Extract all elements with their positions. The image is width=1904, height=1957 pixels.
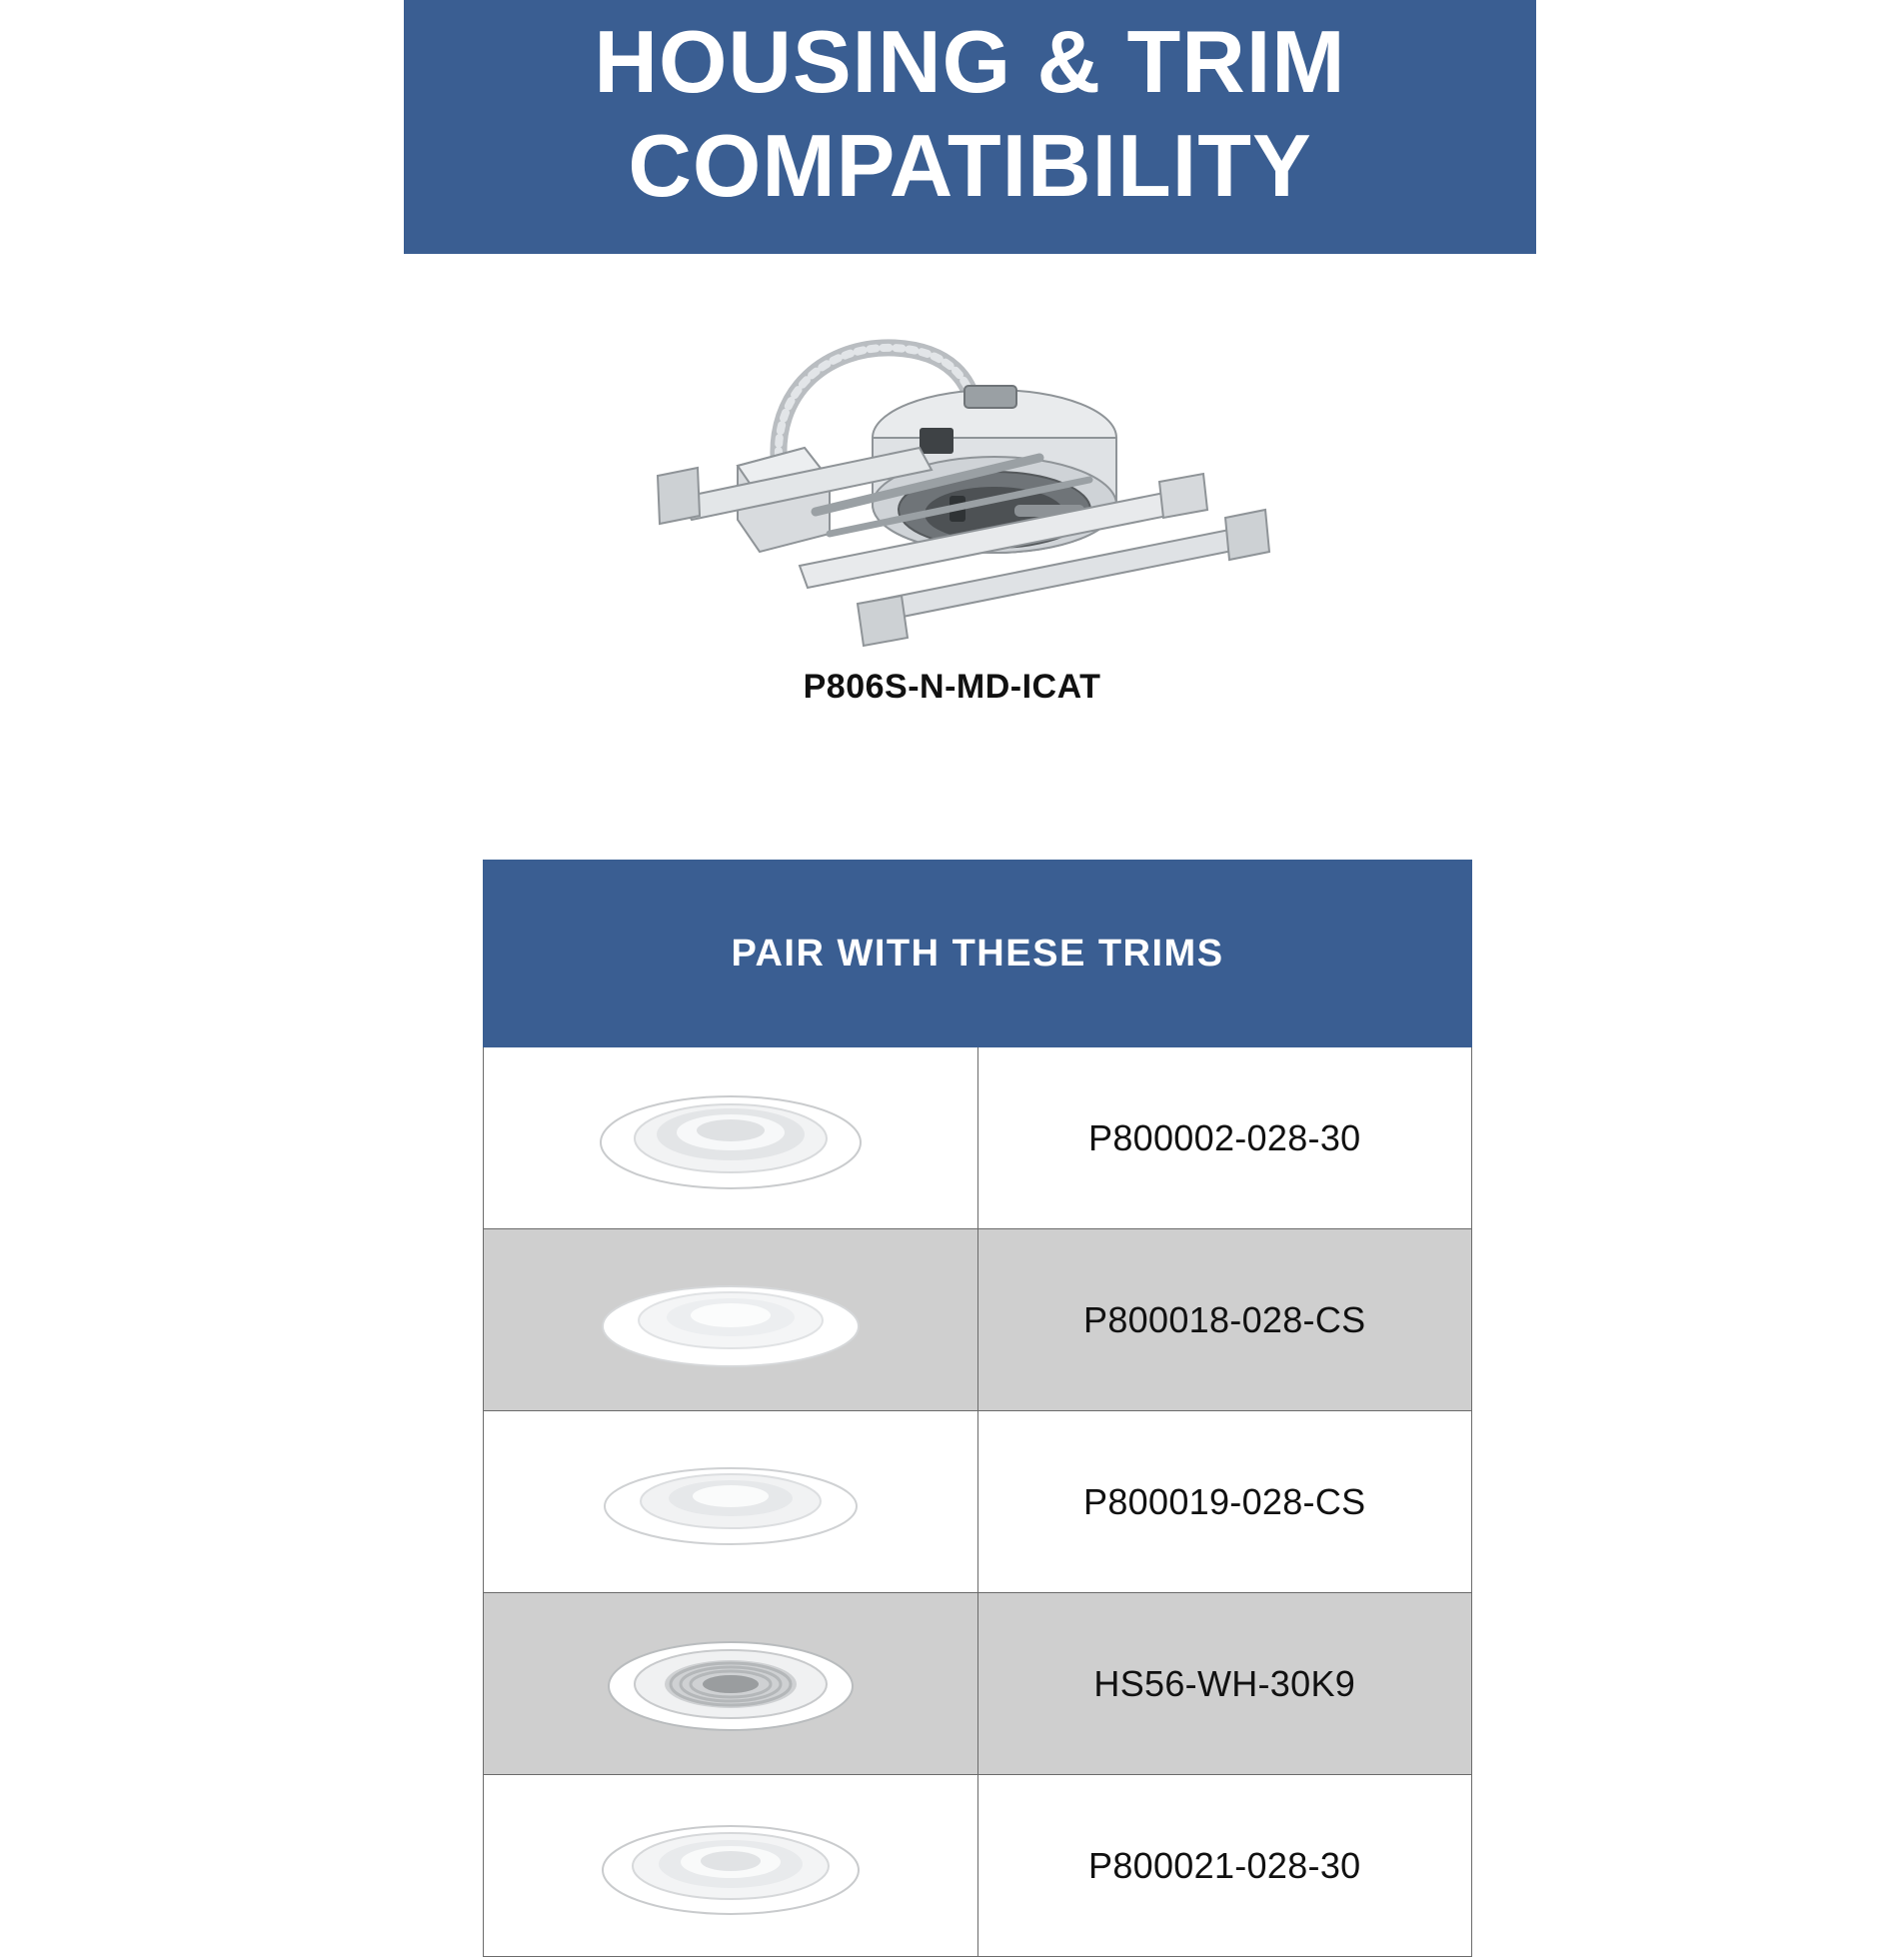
trim-image-p800019 — [484, 1411, 978, 1593]
banner-title-line-2: COMPATIBILITY — [628, 115, 1312, 215]
header-banner — [404, 0, 1536, 254]
table-header-cell: PAIR WITH THESE TRIMS — [484, 861, 1472, 1047]
trim-table-body — [484, 1047, 1472, 1957]
trim-image-hs56 — [484, 1593, 978, 1775]
trim-code-label: P800019-028-CS — [977, 1411, 1472, 1593]
trim-code-label: P800018-028-CS — [977, 1229, 1472, 1411]
product-code-label: P806S-N-MD-ICAT — [803, 668, 1101, 706]
table-row — [484, 1775, 1472, 1957]
trim-compatibility-table — [483, 860, 1472, 1957]
product-section — [0, 320, 1904, 720]
trim-code-label: P800021-028-30 — [977, 1775, 1472, 1957]
trim-image-p800002 — [484, 1047, 978, 1229]
recessed-housing-photo — [620, 320, 1319, 650]
table-row — [484, 1229, 1472, 1411]
table-row — [484, 1047, 1472, 1229]
trim-image-p800018 — [484, 1229, 978, 1411]
banner-title-line-1: HOUSING & TRIM — [594, 12, 1346, 111]
trim-code-label: P800002-028-30 — [977, 1047, 1472, 1229]
table-row — [484, 1593, 1472, 1775]
table-row — [484, 1411, 1472, 1593]
trim-image-p800021 — [484, 1775, 978, 1957]
trim-code-label: HS56-WH-30K9 — [977, 1593, 1472, 1775]
